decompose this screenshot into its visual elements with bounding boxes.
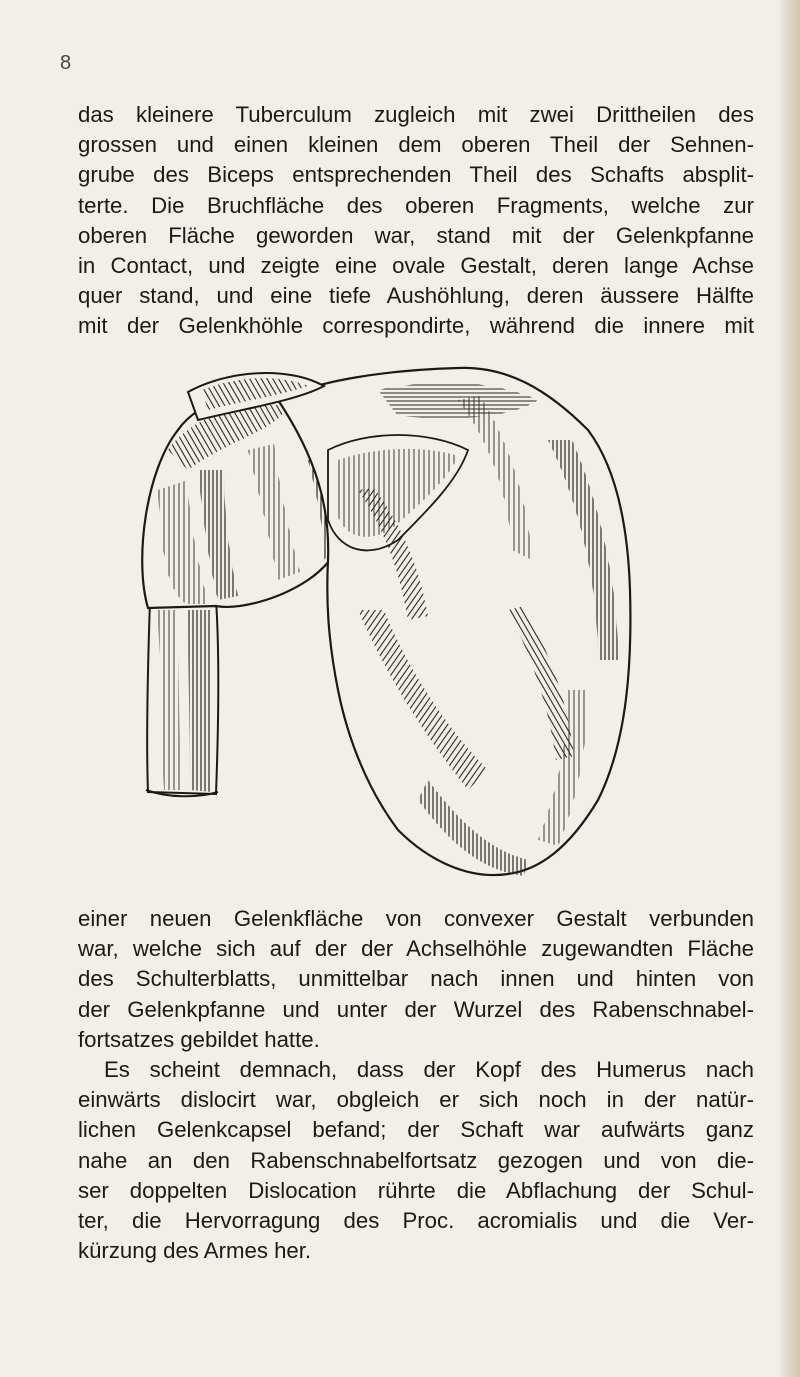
- text-line: lichen Gelenkcapsel befand; der Schaft war aufwärts ganz: [78, 1117, 754, 1143]
- text-line: grube des Biceps entsprechenden Theil des Schafts absplit-: [78, 162, 754, 188]
- shoulder-bone-illustration: [128, 360, 648, 888]
- text-line: einwärts dislocirt war, obgleich er sich noch in der natür-: [78, 1087, 754, 1113]
- paragraph-top: [78, 100, 754, 342]
- page-edge: [778, 0, 800, 1377]
- text-line: ter, die Hervorragung des Proc. acromialis und die Ver-: [78, 1208, 754, 1234]
- text-line: Es scheint demnach, dass der Kopf des Humerus nach: [104, 1057, 754, 1082]
- page-number: 8: [60, 52, 72, 74]
- text-line: einer neuen Gelenkfläche von convexer Gestalt verbunden: [78, 906, 754, 931]
- text-line: grossen und einen kleinen dem oberen Theil der Sehnen-: [78, 132, 754, 158]
- text-line: kürzung des Armes her.: [78, 1238, 312, 1264]
- humerus-shaft: [146, 600, 218, 796]
- text-line: nahe an den Rabenschnabelfortsatz gezogen und von die-: [78, 1147, 754, 1173]
- text-line: der Gelenkpfanne und unter der Wurzel des Rabenschnabel-: [78, 996, 754, 1022]
- paragraph-middle: [78, 904, 754, 1055]
- text-line: ser doppelten Dislocation rührte die Abflachung der Schul-: [78, 1177, 754, 1203]
- paragraph-bottom: [78, 1055, 754, 1266]
- text-line: oberen Fläche geworden war, stand mit der Gelenkpfanne: [78, 222, 754, 248]
- text-line: war, welche sich auf der der Achselhöhle zugewandten Fläche: [78, 936, 754, 962]
- text-line: mit der Gelenkhöhle correspondirte, während die innere mit: [78, 313, 754, 339]
- text-line: fortsatzes gebildet hatte.: [78, 1026, 320, 1052]
- text-line: terte. Die Bruchfläche des oberen Fragments, welche zur: [78, 192, 754, 218]
- text-line: das kleinere Tuberculum zugleich mit zwei Drittheilen des: [78, 102, 754, 127]
- text-line: quer stand, und eine tiefe Aushöhlung, deren äussere Hälfte: [78, 283, 754, 309]
- text-line: des Schulterblatts, unmittelbar nach innen und hinten von: [78, 966, 754, 992]
- text-line: in Contact, und zeigte eine ovale Gestalt, deren lange Achse: [78, 253, 754, 279]
